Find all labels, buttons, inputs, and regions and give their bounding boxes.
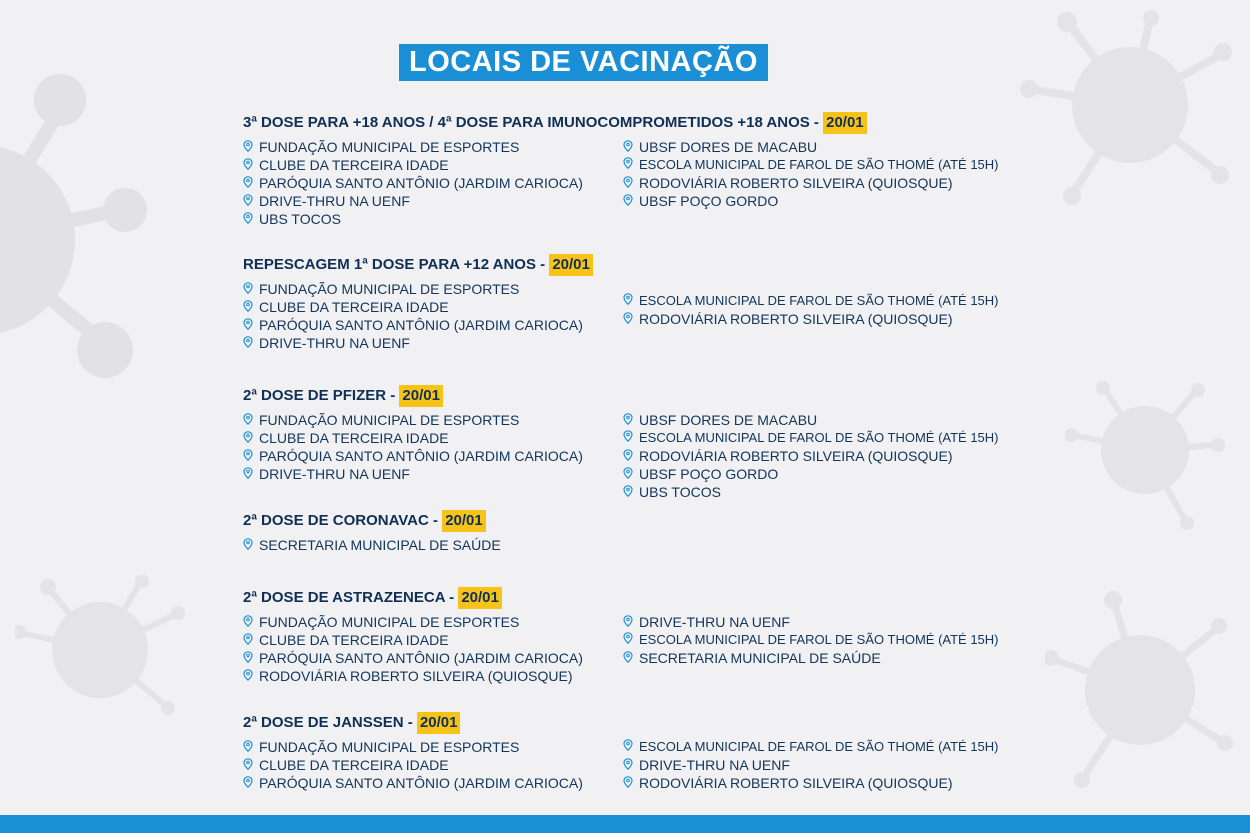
location-name: CLUBE DA TERCEIRA IDADE [259,632,449,648]
location-pin-icon [623,156,639,174]
location-name: RODOVIÁRIA ROBERTO SILVEIRA (QUIOSQUE) [639,311,953,327]
location-pin-icon [623,411,639,429]
location-pin-icon [623,631,639,649]
location-name: FUNDAÇÃO MUNICIPAL DE ESPORTES [259,739,520,755]
location-name: ESCOLA MUNICIPAL DE FAROL DE SÃO THOMÉ (ATÉ 15H) [639,632,999,647]
location-pin-icon [243,738,259,756]
locations-right [623,738,1033,792]
list-item [623,174,1033,192]
location-pin-icon [243,536,259,554]
vaccine-section [243,254,1043,352]
date-badge: 20/01 [823,112,867,134]
list-item [623,483,1033,501]
location-pin-icon [623,483,639,501]
list-item [243,316,623,334]
location-pin-icon [243,613,259,631]
location-pin-icon [623,138,639,156]
section-heading [243,112,1043,134]
location-name: PARÓQUIA SANTO ANTÔNIO (JARDIM CARIOCA) [259,650,583,666]
location-pin-icon [623,756,639,774]
list-item [623,411,1033,429]
location-pin-icon [243,316,259,334]
locations-left [243,280,623,352]
location-name: DRIVE-THRU NA UENF [639,614,790,630]
list-item [623,429,1033,447]
locations-right [623,292,1033,352]
location-pin-icon [243,280,259,298]
location-name: ESCOLA MUNICIPAL DE FAROL DE SÃO THOMÉ (ATÉ 15H) [639,739,999,754]
locations-right [623,138,1033,228]
location-name: CLUBE DA TERCEIRA IDADE [259,430,449,446]
list-item [243,334,623,352]
location-name: PARÓQUIA SANTO ANTÔNIO (JARDIM CARIOCA) [259,175,583,191]
section-heading [243,510,1043,532]
location-pin-icon [623,447,639,465]
locations-left [243,411,623,501]
location-pin-icon [243,192,259,210]
title-wrap [399,44,768,81]
location-pin-icon [243,649,259,667]
location-name: FUNDAÇÃO MUNICIPAL DE ESPORTES [259,614,520,630]
location-pin-icon [623,310,639,328]
locations-left [243,138,623,228]
list-item [623,756,1033,774]
location-pin-icon [623,738,639,756]
locations-left [243,536,623,554]
list-item [623,292,1033,310]
location-name: UBSF DORES DE MACABU [639,139,818,155]
list-item [623,447,1033,465]
location-pin-icon [623,649,639,667]
section-heading-text: 2ª DOSE DE CORONAVAC - [243,512,439,529]
location-pin-icon [243,298,259,316]
location-pin-icon [243,756,259,774]
section-heading-text: 2ª DOSE DE PFIZER - [243,387,396,404]
list-item [243,174,623,192]
location-name: ESCOLA MUNICIPAL DE FAROL DE SÃO THOMÉ (ATÉ 15H) [639,157,999,172]
list-item [623,465,1033,483]
virus-icon [1065,380,1225,530]
date-badge: 20/01 [458,587,502,609]
list-item [243,210,623,228]
list-item [623,156,1033,174]
date-badge: 20/01 [399,385,443,407]
section-heading-text: 2ª DOSE DE ASTRAZENECA - [243,589,455,606]
location-pin-icon [623,613,639,631]
vaccine-section [243,510,1043,554]
location-pin-icon [243,774,259,792]
locations-left [243,738,623,792]
section-heading [243,385,1043,407]
virus-icon [15,575,185,725]
list-item [623,631,1033,649]
list-item [243,429,623,447]
location-name: DRIVE-THRU NA UENF [259,335,410,351]
location-name: RODOVIÁRIA ROBERTO SILVEIRA (QUIOSQUE) [259,668,573,684]
location-name: FUNDAÇÃO MUNICIPAL DE ESPORTES [259,281,520,297]
location-name: UBSF DORES DE MACABU [639,412,818,428]
date-badge: 20/01 [549,254,593,276]
location-name: RODOVIÁRIA ROBERTO SILVEIRA (QUIOSQUE) [639,775,953,791]
location-name: ESCOLA MUNICIPAL DE FAROL DE SÃO THOMÉ (ATÉ 15H) [639,430,999,445]
list-item [243,411,623,429]
list-item [243,631,623,649]
section-heading [243,712,1043,734]
list-item [243,156,623,174]
location-pin-icon [623,774,639,792]
virus-icon [0,70,150,410]
list-item [623,649,1033,667]
location-pin-icon [623,465,639,483]
location-name: DRIVE-THRU NA UENF [259,193,410,209]
list-item [243,738,623,756]
locations-right [623,536,1033,554]
location-pin-icon [243,429,259,447]
location-pin-icon [243,138,259,156]
location-name: SECRETARIA MUNICIPAL DE SAÚDE [259,537,501,553]
virus-icon [1045,590,1235,790]
location-name: DRIVE-THRU NA UENF [259,466,410,482]
location-pin-icon [243,174,259,192]
location-pin-icon [623,192,639,210]
list-item [243,774,623,792]
location-pin-icon [243,447,259,465]
location-name: UBSF POÇO GORDO [639,193,779,209]
location-pin-icon [623,429,639,447]
virus-icon [1015,10,1245,210]
list-item [243,447,623,465]
list-item [243,465,623,483]
list-item [243,192,623,210]
list-item [623,738,1033,756]
location-name: CLUBE DA TERCEIRA IDADE [259,299,449,315]
list-item [243,756,623,774]
section-heading-text: 2ª DOSE DE JANSSEN - [243,714,413,731]
list-item [243,649,623,667]
date-badge: 20/01 [442,510,486,532]
location-pin-icon [243,667,259,685]
section-heading [243,587,1043,609]
location-pin-icon [623,174,639,192]
locations-left [243,613,623,685]
list-item [243,280,623,298]
location-pin-icon [243,631,259,649]
location-name: PARÓQUIA SANTO ANTÔNIO (JARDIM CARIOCA) [259,448,583,464]
location-pin-icon [243,334,259,352]
section-heading-text: 3ª DOSE PARA +18 ANOS / 4ª DOSE PARA IMUNOCOMPROMETIDOS +18 ANOS - [243,114,819,131]
list-item [243,613,623,631]
location-name: FUNDAÇÃO MUNICIPAL DE ESPORTES [259,412,520,428]
location-name: UBS TOCOS [639,484,721,500]
list-item [623,192,1033,210]
location-name: RODOVIÁRIA ROBERTO SILVEIRA (QUIOSQUE) [639,175,953,191]
section-heading-text: REPESCAGEM 1ª DOSE PARA +12 ANOS - [243,256,546,273]
vaccine-section [243,385,1043,501]
location-pin-icon [623,292,639,310]
locations-right [623,411,1033,501]
page-title: LOCAIS DE VACINAÇÃO [399,44,768,81]
location-name: CLUBE DA TERCEIRA IDADE [259,157,449,173]
list-item [623,613,1033,631]
location-name: CLUBE DA TERCEIRA IDADE [259,757,449,773]
list-item [243,536,623,554]
location-name: UBS TOCOS [259,211,341,227]
location-name: UBSF POÇO GORDO [639,466,779,482]
location-pin-icon [243,210,259,228]
bottom-bar [0,815,1250,833]
list-item [623,774,1033,792]
location-name: SECRETARIA MUNICIPAL DE SAÚDE [639,650,881,666]
location-name: PARÓQUIA SANTO ANTÔNIO (JARDIM CARIOCA) [259,317,583,333]
section-heading [243,254,1043,276]
list-item [623,310,1033,328]
vaccine-section [243,112,1043,228]
location-pin-icon [243,465,259,483]
list-item [243,667,623,685]
location-pin-icon [243,411,259,429]
vaccine-section [243,712,1043,792]
location-name: FUNDAÇÃO MUNICIPAL DE ESPORTES [259,139,520,155]
list-item [243,138,623,156]
location-name: RODOVIÁRIA ROBERTO SILVEIRA (QUIOSQUE) [639,448,953,464]
location-name: PARÓQUIA SANTO ANTÔNIO (JARDIM CARIOCA) [259,775,583,791]
location-name: ESCOLA MUNICIPAL DE FAROL DE SÃO THOMÉ (ATÉ 15H) [639,293,999,308]
locations-right [623,613,1033,685]
location-pin-icon [243,156,259,174]
vaccine-section [243,587,1043,685]
list-item [623,138,1033,156]
location-name: DRIVE-THRU NA UENF [639,757,790,773]
date-badge: 20/01 [417,712,461,734]
list-item [243,298,623,316]
